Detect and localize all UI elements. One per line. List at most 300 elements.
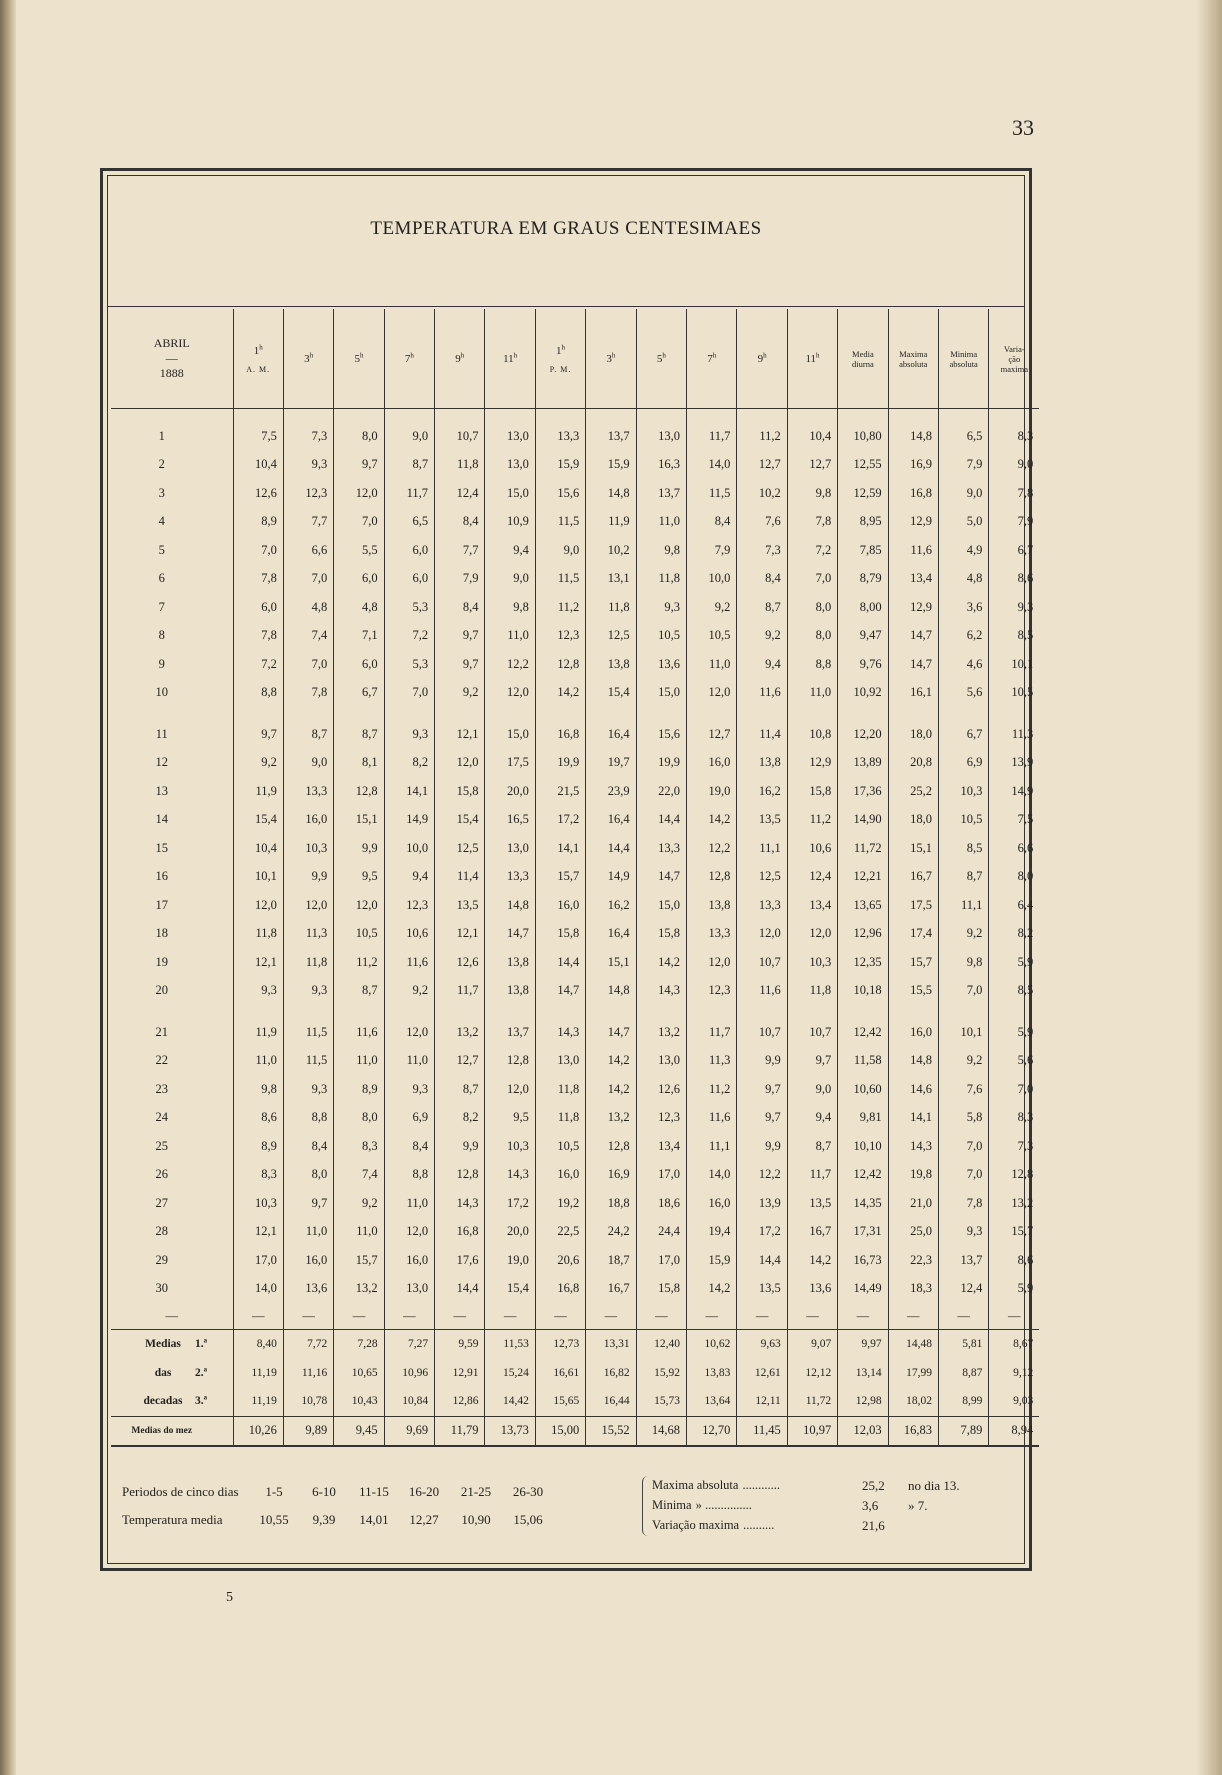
day-number: 3 [158, 485, 165, 500]
decade-value: 11,16 [283, 1359, 333, 1388]
spacer-cell [535, 1005, 585, 1018]
am-label: A. M. [246, 364, 271, 374]
temp-value: 7,0 [283, 650, 333, 679]
temp-value: 10,92 [838, 679, 888, 708]
temp-value: 14,1 [535, 834, 585, 863]
decade-value: 10,96 [384, 1359, 434, 1388]
temp-value: 7,0 [283, 565, 333, 594]
temp-value: 13,9 [737, 1189, 787, 1218]
spacer-cell [636, 707, 686, 720]
spacer-cell [636, 1005, 686, 1018]
temp-value: 7,4 [283, 622, 333, 651]
temp-value: 12,8 [435, 1161, 485, 1190]
temp-value: 7,2 [233, 650, 283, 679]
temp-value: 6,0 [334, 565, 384, 594]
temp-value: 8,0 [283, 1161, 333, 1190]
temp-value: 9,4 [737, 650, 787, 679]
temp-value: 11,3 [989, 720, 1039, 749]
temp-value: 7,9 [687, 536, 737, 565]
temp-value: 8,3 [989, 422, 1039, 451]
temp-value: 15,6 [535, 479, 585, 508]
temp-value: 19,0 [687, 777, 737, 806]
table-row [111, 536, 1039, 565]
temp-value: 9,2 [435, 679, 485, 708]
temp-value: 12,0 [737, 920, 787, 949]
media-diurna-line: Media [852, 348, 874, 359]
hour-label [254, 345, 263, 357]
table-row [111, 1047, 1039, 1076]
decade-value: 8,99 [938, 1387, 988, 1416]
temp-value: 12,9 [888, 593, 938, 622]
hour-label [405, 353, 414, 365]
temp-value: 12,4 [787, 863, 837, 892]
temp-value: 5,6 [938, 679, 988, 708]
spacer-cell [737, 409, 787, 423]
temp-value: 13,7 [636, 479, 686, 508]
day-number: 19 [155, 954, 168, 969]
temp-value: 16,7 [586, 1275, 636, 1304]
month-mean-value: 9,69 [384, 1416, 434, 1446]
header-hour-4 [435, 309, 485, 409]
day-number: 4 [158, 514, 165, 529]
temp-value: 9,3 [384, 720, 434, 749]
spacer-cell [233, 409, 283, 423]
hour-suffix: h [410, 351, 414, 360]
decade-value: 11,19 [233, 1359, 283, 1388]
header-dash: — [165, 351, 178, 365]
table-row [111, 863, 1039, 892]
temp-value: 5,5 [334, 536, 384, 565]
temp-value: 13,3 [737, 891, 787, 920]
temp-value: 10,6 [787, 834, 837, 863]
temp-value: 11,3 [283, 920, 333, 949]
variacao-maxima-line: maxima [1000, 363, 1028, 374]
temp-value: 6,9 [384, 1104, 434, 1133]
header-variacao-maxima [989, 309, 1039, 409]
table-row [111, 1075, 1039, 1104]
temp-value: 15,0 [485, 720, 535, 749]
temp-value: 8,8 [787, 650, 837, 679]
temp-value: 8,7 [283, 720, 333, 749]
temp-value: 9,9 [334, 834, 384, 863]
spacer-cell [384, 1005, 434, 1018]
temp-value: 16,0 [384, 1246, 434, 1275]
hour-value: 3 [606, 353, 612, 366]
temp-value: 13,65 [838, 891, 888, 920]
temp-value: 8,2 [384, 749, 434, 778]
decade-value: 12,61 [737, 1359, 787, 1388]
temp-value: 11,9 [586, 508, 636, 537]
temp-value: 7,0 [787, 565, 837, 594]
period-temp: 14,01 [359, 1512, 389, 1527]
spacer-cell [938, 409, 988, 423]
decade-value: 11,72 [787, 1387, 837, 1416]
temp-value: 7,8 [938, 1189, 988, 1218]
temp-value: 10,3 [283, 834, 333, 863]
decade-value: 12,12 [787, 1359, 837, 1388]
temp-value: 8,2 [989, 920, 1039, 949]
day-number: 6 [158, 571, 165, 586]
temp-value: 8,0 [334, 1104, 384, 1133]
temp-value: 9,9 [737, 1047, 787, 1076]
temp-value: 8,4 [384, 1132, 434, 1161]
temp-value: 21,0 [888, 1189, 938, 1218]
temp-value: 9,2 [334, 1189, 384, 1218]
temp-value: 12,8 [989, 1161, 1039, 1190]
temp-value: 19,2 [535, 1189, 585, 1218]
hour-label [354, 353, 363, 365]
temp-value: 12,3 [535, 622, 585, 651]
hour-label [503, 353, 517, 365]
hour-value: 5 [656, 353, 663, 366]
temp-value: 11,8 [535, 1104, 585, 1133]
temp-value: 11,72 [838, 834, 888, 863]
temp-value: 9,8 [636, 536, 686, 565]
temp-value: 4,9 [938, 536, 988, 565]
temp-value: 9,8 [485, 593, 535, 622]
extreme-note: » 7. [908, 1498, 928, 1513]
temp-value: 13,8 [687, 891, 737, 920]
temp-value: 12,2 [737, 1161, 787, 1190]
temp-value: 7,0 [233, 536, 283, 565]
temp-value: 10,80 [838, 422, 888, 451]
temp-value: 6,5 [384, 508, 434, 537]
dash-cell: — [888, 1303, 938, 1330]
hour-label [606, 353, 615, 365]
temp-value: 14,8 [888, 1047, 938, 1076]
header-hour-9 [687, 309, 737, 409]
temp-value: 14,2 [535, 679, 585, 708]
hour-value: 9 [455, 353, 461, 366]
spacer-cell [485, 1005, 535, 1018]
temp-value: 7,9 [938, 451, 988, 480]
period-range: 21-25 [460, 1484, 492, 1499]
spacer-cell [737, 1005, 787, 1018]
temp-value: 14,7 [636, 863, 686, 892]
temp-value: 13,0 [636, 422, 686, 451]
temp-value: 7,8 [787, 508, 837, 537]
temp-value: 15,9 [535, 451, 585, 480]
decade-value: 11,53 [485, 1330, 535, 1359]
temp-value: 20,6 [535, 1246, 585, 1275]
month-means-label: Medias do mez [111, 1416, 233, 1446]
temp-value: 9,8 [787, 479, 837, 508]
temp-value: 10,4 [233, 834, 283, 863]
temp-value: 11,2 [687, 1075, 737, 1104]
temp-value: 6,7 [938, 720, 988, 749]
decade-value: 9,03 [989, 1387, 1039, 1416]
temp-value: 13,0 [636, 1047, 686, 1076]
temp-value: 24,2 [586, 1218, 636, 1247]
temp-value: 15,8 [535, 920, 585, 949]
temp-value: 15,7 [888, 948, 938, 977]
temp-value: 13,0 [535, 1047, 585, 1076]
temp-value: 12,4 [938, 1275, 988, 1304]
temp-value: 8,5 [938, 834, 988, 863]
spacer-cell [838, 409, 888, 423]
decade-label-text: decadas [143, 1395, 183, 1408]
temp-value: 14,90 [838, 806, 888, 835]
temp-value: 11,0 [233, 1047, 283, 1076]
temp-value: 5,6 [989, 1047, 1039, 1076]
table-row [111, 593, 1039, 622]
spacer-cell [283, 1005, 333, 1018]
temp-value: 13,6 [787, 1275, 837, 1304]
period-temp: 12,27 [409, 1512, 439, 1527]
day-number: 8 [158, 628, 165, 643]
day-number: 15 [155, 840, 168, 855]
decade-label [111, 1387, 233, 1416]
extreme-note: no dia 13. [908, 1478, 960, 1493]
table-row [111, 749, 1039, 778]
table-row [111, 720, 1039, 749]
hour-value: 7 [404, 353, 411, 366]
temp-value: 13,8 [586, 650, 636, 679]
temp-value: 17,2 [485, 1189, 535, 1218]
temp-value: 10,18 [838, 977, 888, 1006]
decade-value: 10,78 [283, 1387, 333, 1416]
spacer-cell [888, 707, 938, 720]
temp-value: 6,5 [938, 422, 988, 451]
dash-cell: — [989, 1303, 1039, 1330]
spacer-cell [535, 707, 585, 720]
minima-absoluta-line: absoluta [949, 358, 978, 369]
temp-value: 15,4 [586, 679, 636, 708]
temp-value: 11,7 [787, 1161, 837, 1190]
temp-value: 11,6 [737, 679, 787, 708]
temp-value: 17,2 [535, 806, 585, 835]
spacer-cell [111, 1005, 233, 1018]
day-number: 27 [155, 1195, 168, 1210]
temp-value: 14,4 [737, 1246, 787, 1275]
temp-value: 9,3 [989, 593, 1039, 622]
spacer-cell [737, 707, 787, 720]
temp-value: 12,0 [334, 891, 384, 920]
temp-value: 21,5 [535, 777, 585, 806]
temp-value: 17,5 [485, 749, 535, 778]
temp-value: 22,3 [888, 1246, 938, 1275]
temp-value: 12,59 [838, 479, 888, 508]
temp-value: 10,6 [384, 920, 434, 949]
day-number: 30 [155, 1281, 168, 1296]
temp-value: 12,20 [838, 720, 888, 749]
temp-value: 11,3 [687, 1047, 737, 1076]
temp-value: 4,6 [938, 650, 988, 679]
spacer-cell [111, 409, 233, 423]
temp-value: 5,9 [989, 948, 1039, 977]
hour-label [556, 345, 565, 357]
temp-value: 6,9 [938, 749, 988, 778]
spacer-cell [888, 1005, 938, 1018]
hour-suffix: h [359, 351, 364, 360]
temp-value: 13,0 [485, 422, 535, 451]
temp-value: 14,2 [586, 1075, 636, 1104]
temp-value: 7,2 [787, 536, 837, 565]
temp-value: 11,5 [283, 1047, 333, 1076]
page-title: TEMPERATURA EM GRAUS CENTESIMAES [370, 218, 762, 239]
temp-value: 6,2 [938, 622, 988, 651]
hour-suffix: h [712, 351, 717, 360]
decade-value: 13,83 [687, 1359, 737, 1388]
temp-value: 14,2 [687, 1275, 737, 1304]
table-row [111, 1275, 1039, 1304]
dash-cell: — [485, 1303, 535, 1330]
temp-value: 16,0 [687, 1189, 737, 1218]
temp-value: 15,8 [435, 777, 485, 806]
table-row [111, 1246, 1039, 1275]
hour-value: 9 [757, 353, 764, 366]
page-number: 33 [1012, 115, 1034, 140]
decade-value: 8,40 [233, 1330, 283, 1359]
dash-cell: — [787, 1303, 837, 1330]
maxima-absoluta-line: Maxima [899, 348, 928, 359]
temp-value: 4,8 [283, 593, 333, 622]
temp-value: 14,6 [888, 1075, 938, 1104]
decade-value: 10,62 [687, 1330, 737, 1359]
temp-value: 10,3 [485, 1132, 535, 1161]
temp-value: 16,8 [888, 479, 938, 508]
temp-value: 14,9 [586, 863, 636, 892]
temp-value: 9,7 [737, 1075, 787, 1104]
dash-cell: — [535, 1303, 585, 1330]
temp-value: 9,47 [838, 622, 888, 651]
temp-value: 12,7 [787, 451, 837, 480]
temp-value: 12,5 [435, 834, 485, 863]
temp-value: 16,5 [485, 806, 535, 835]
temp-value: 13,6 [636, 650, 686, 679]
extreme-name: Variação maxima [652, 1518, 740, 1532]
temp-value: 15,4 [435, 806, 485, 835]
temp-value: 14,49 [838, 1275, 888, 1304]
temp-value: 8,9 [233, 1132, 283, 1161]
temp-value: 12,8 [687, 863, 737, 892]
decade-row [111, 1359, 1039, 1388]
decade-value: 15,92 [636, 1359, 686, 1388]
decade-value: 10,84 [384, 1387, 434, 1416]
temp-value: 8,4 [435, 508, 485, 537]
temp-value: 10,7 [737, 948, 787, 977]
hour-suffix: h [662, 351, 666, 360]
temp-value: 13,5 [737, 806, 787, 835]
temp-value: 15,1 [888, 834, 938, 863]
temp-value: 11,0 [687, 650, 737, 679]
temp-value: 14,7 [888, 622, 938, 651]
temp-value: 11,0 [636, 508, 686, 537]
temp-value: 12,42 [838, 1161, 888, 1190]
decade-row [111, 1387, 1039, 1416]
spacer-cell [636, 409, 686, 423]
temp-value: 11,6 [737, 977, 787, 1006]
temp-value: 12,0 [435, 749, 485, 778]
temp-value: 12,0 [787, 920, 837, 949]
temp-value: 16,0 [535, 1161, 585, 1190]
temp-value: 8,7 [334, 977, 384, 1006]
table-row [111, 1189, 1039, 1218]
temp-media-label: Temperatura media [122, 1512, 223, 1527]
temp-value: 13,4 [787, 891, 837, 920]
temp-value: 15,4 [485, 1275, 535, 1304]
table-row [111, 834, 1039, 863]
day-number: 25 [155, 1138, 168, 1153]
header-month-cell [111, 309, 233, 409]
temp-value: 11,0 [384, 1047, 434, 1076]
temp-value: 11,7 [687, 1018, 737, 1047]
month-mean-value: 9,45 [334, 1416, 384, 1446]
spacer-cell [485, 409, 535, 423]
hour-label [455, 353, 464, 365]
temp-value: 13,0 [485, 834, 535, 863]
temp-value: 6,0 [334, 650, 384, 679]
dash-cell: — [838, 1303, 888, 1330]
spacer-cell [989, 1005, 1039, 1018]
spacer-cell [283, 409, 333, 423]
dash-row [111, 1303, 1039, 1330]
temp-value: 5,3 [384, 650, 434, 679]
temp-value: 13,0 [384, 1275, 434, 1304]
dash-cell: — [165, 1308, 178, 1323]
temp-value: 12,1 [233, 948, 283, 977]
temp-value: 8,2 [435, 1104, 485, 1133]
hour-value: 1 [253, 344, 260, 357]
temp-value: 11,5 [687, 479, 737, 508]
day-number: 20 [155, 983, 168, 998]
decade-value: 12,86 [435, 1387, 485, 1416]
temp-value: 11,58 [838, 1047, 888, 1076]
periods-label: Periodos de cinco dias [122, 1484, 239, 1499]
dash-cell: — [938, 1303, 988, 1330]
temp-value: 7,5 [233, 422, 283, 451]
decade-value: 12,98 [838, 1387, 888, 1416]
temp-value: 12,3 [687, 977, 737, 1006]
temp-value: 11,0 [283, 1218, 333, 1247]
temp-value: 7,9 [989, 508, 1039, 537]
temp-value: 7,1 [334, 622, 384, 651]
temp-value: 15,7 [334, 1246, 384, 1275]
table-row [111, 948, 1039, 977]
day-number: 5 [158, 542, 165, 557]
decade-value: 9,97 [838, 1330, 888, 1359]
temp-value: 10,60 [838, 1075, 888, 1104]
hour-suffix: h [816, 351, 820, 360]
temp-value: 20,8 [888, 749, 938, 778]
header-month: ABRIL [153, 336, 190, 350]
decade-value: 8,87 [938, 1359, 988, 1388]
temp-value: 9,81 [838, 1104, 888, 1133]
table-row [111, 422, 1039, 451]
decade-value: 13,64 [687, 1387, 737, 1416]
temp-value: 10,7 [737, 1018, 787, 1047]
temp-value: 9,5 [485, 1104, 535, 1133]
header-hour-5 [485, 309, 535, 409]
temp-value: 10,5 [334, 920, 384, 949]
day-number: 24 [155, 1110, 168, 1125]
extreme-label [652, 1478, 780, 1493]
decade-value: 15,65 [535, 1387, 585, 1416]
spacer-cell [384, 707, 434, 720]
temp-value: 12,2 [485, 650, 535, 679]
temp-value: 13,4 [888, 565, 938, 594]
extremes-brace [642, 1476, 649, 1536]
month-mean-value: 9,89 [283, 1416, 333, 1446]
hour-suffix: h [460, 351, 465, 360]
header-hour-6 [535, 309, 585, 409]
month-means-row [111, 1416, 1039, 1446]
temp-value: 12,8 [535, 650, 585, 679]
temp-value: 7,2 [384, 622, 434, 651]
temp-value: 12,0 [384, 1018, 434, 1047]
temp-value: 8,4 [435, 593, 485, 622]
temp-value: 13,5 [787, 1189, 837, 1218]
